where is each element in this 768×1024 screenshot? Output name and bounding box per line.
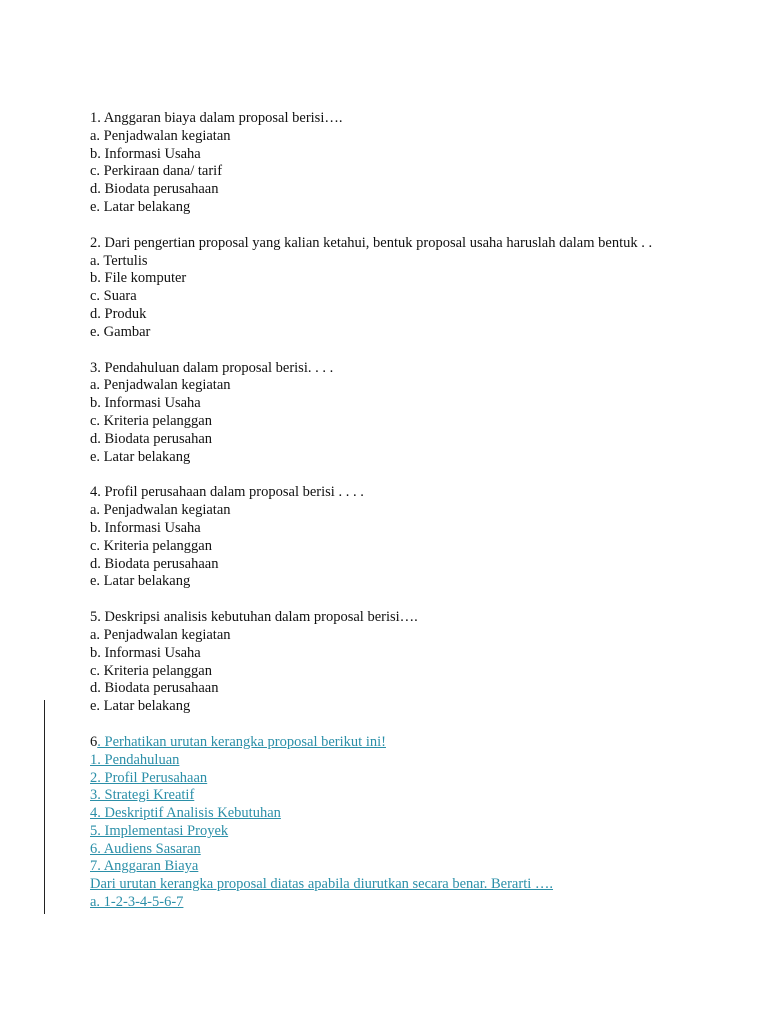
question-stem: 2. Dari pengertian proposal yang kalian ketahui, bentuk proposal usaha haruslah dalam bentuk . . bbox=[90, 234, 653, 251]
question-stem bbox=[90, 734, 730, 752]
option-b: b. Informasi Usaha bbox=[90, 395, 201, 412]
option-c: c. Kriteria pelanggan bbox=[90, 412, 212, 429]
option-a: a. Tertulis bbox=[90, 252, 148, 269]
revision-change-bar bbox=[44, 700, 45, 914]
question-1 bbox=[90, 110, 730, 217]
question-4 bbox=[90, 484, 730, 591]
question-stem: 1. Anggaran biaya dalam proposal berisi…. bbox=[90, 110, 343, 126]
outline-item: 1. Pendahuluan bbox=[90, 751, 180, 768]
option-b: b. Informasi Usaha bbox=[90, 644, 201, 661]
option-d: d. Produk bbox=[90, 305, 147, 322]
option-a: a. Penjadwalan kegiatan bbox=[90, 626, 231, 643]
option-b: b. Informasi Usaha bbox=[90, 145, 201, 162]
option-e: e. Latar belakang bbox=[90, 198, 191, 215]
outline-item: 4. Deskriptif Analisis Kebutuhan bbox=[90, 805, 281, 822]
option-c: c. Perkiraan dana/ tarif bbox=[90, 163, 223, 180]
outline-item: 2. Profil Perusahaan bbox=[90, 769, 208, 786]
option-c: c. Suara bbox=[90, 288, 137, 305]
tracked-stem-text: . Perhatikan urutan kerangka proposal berikut ini! bbox=[97, 733, 386, 750]
option-a: a. 1-2-3-4-5-6-7 bbox=[90, 894, 184, 911]
option-a: a. Penjadwalan kegiatan bbox=[90, 502, 231, 519]
option-d: d. Biodata perusahaan bbox=[90, 680, 219, 697]
question-5 bbox=[90, 609, 730, 716]
question-6 bbox=[90, 734, 730, 912]
question-stem: 5. Deskripsi analisis kebutuhan dalam proposal berisi…. bbox=[90, 609, 418, 626]
option-c: c. Kriteria pelanggan bbox=[90, 662, 212, 679]
question-stem: 3. Pendahuluan dalam proposal berisi. . . . bbox=[90, 359, 334, 376]
option-d: d. Biodata perusahan bbox=[90, 430, 213, 447]
question-3 bbox=[90, 360, 730, 467]
question-2 bbox=[90, 235, 730, 342]
option-a: a. Penjadwalan kegiatan bbox=[90, 127, 231, 144]
option-e: e. Latar belakang bbox=[90, 698, 191, 715]
question-stem: 4. Profil perusahaan dalam proposal berisi . . . . bbox=[90, 484, 364, 501]
outline-item: 3. Strategi Kreatif bbox=[90, 787, 195, 804]
option-c: c. Kriteria pelanggan bbox=[90, 537, 212, 554]
option-d: d. Biodata perusahaan bbox=[90, 555, 219, 572]
outline-item: 5. Implementasi Proyek bbox=[90, 822, 229, 839]
document-page bbox=[90, 110, 730, 930]
question-number: 6 bbox=[90, 733, 98, 750]
option-b: b. File komputer bbox=[90, 270, 187, 287]
outline-item: 6. Audiens Sasaran bbox=[90, 840, 201, 857]
option-a: a. Penjadwalan kegiatan bbox=[90, 377, 231, 394]
outline-item: 7. Anggaran Biaya bbox=[90, 858, 199, 875]
option-b: b. Informasi Usaha bbox=[90, 519, 201, 536]
question-prompt: Dari urutan kerangka proposal diatas apabila diurutkan secara benar. Berarti …. bbox=[90, 876, 554, 893]
option-e: e. Latar belakang bbox=[90, 573, 191, 590]
option-e: e. Latar belakang bbox=[90, 448, 191, 465]
option-e: e. Gambar bbox=[90, 323, 151, 340]
option-d: d. Biodata perusahaan bbox=[90, 181, 219, 198]
